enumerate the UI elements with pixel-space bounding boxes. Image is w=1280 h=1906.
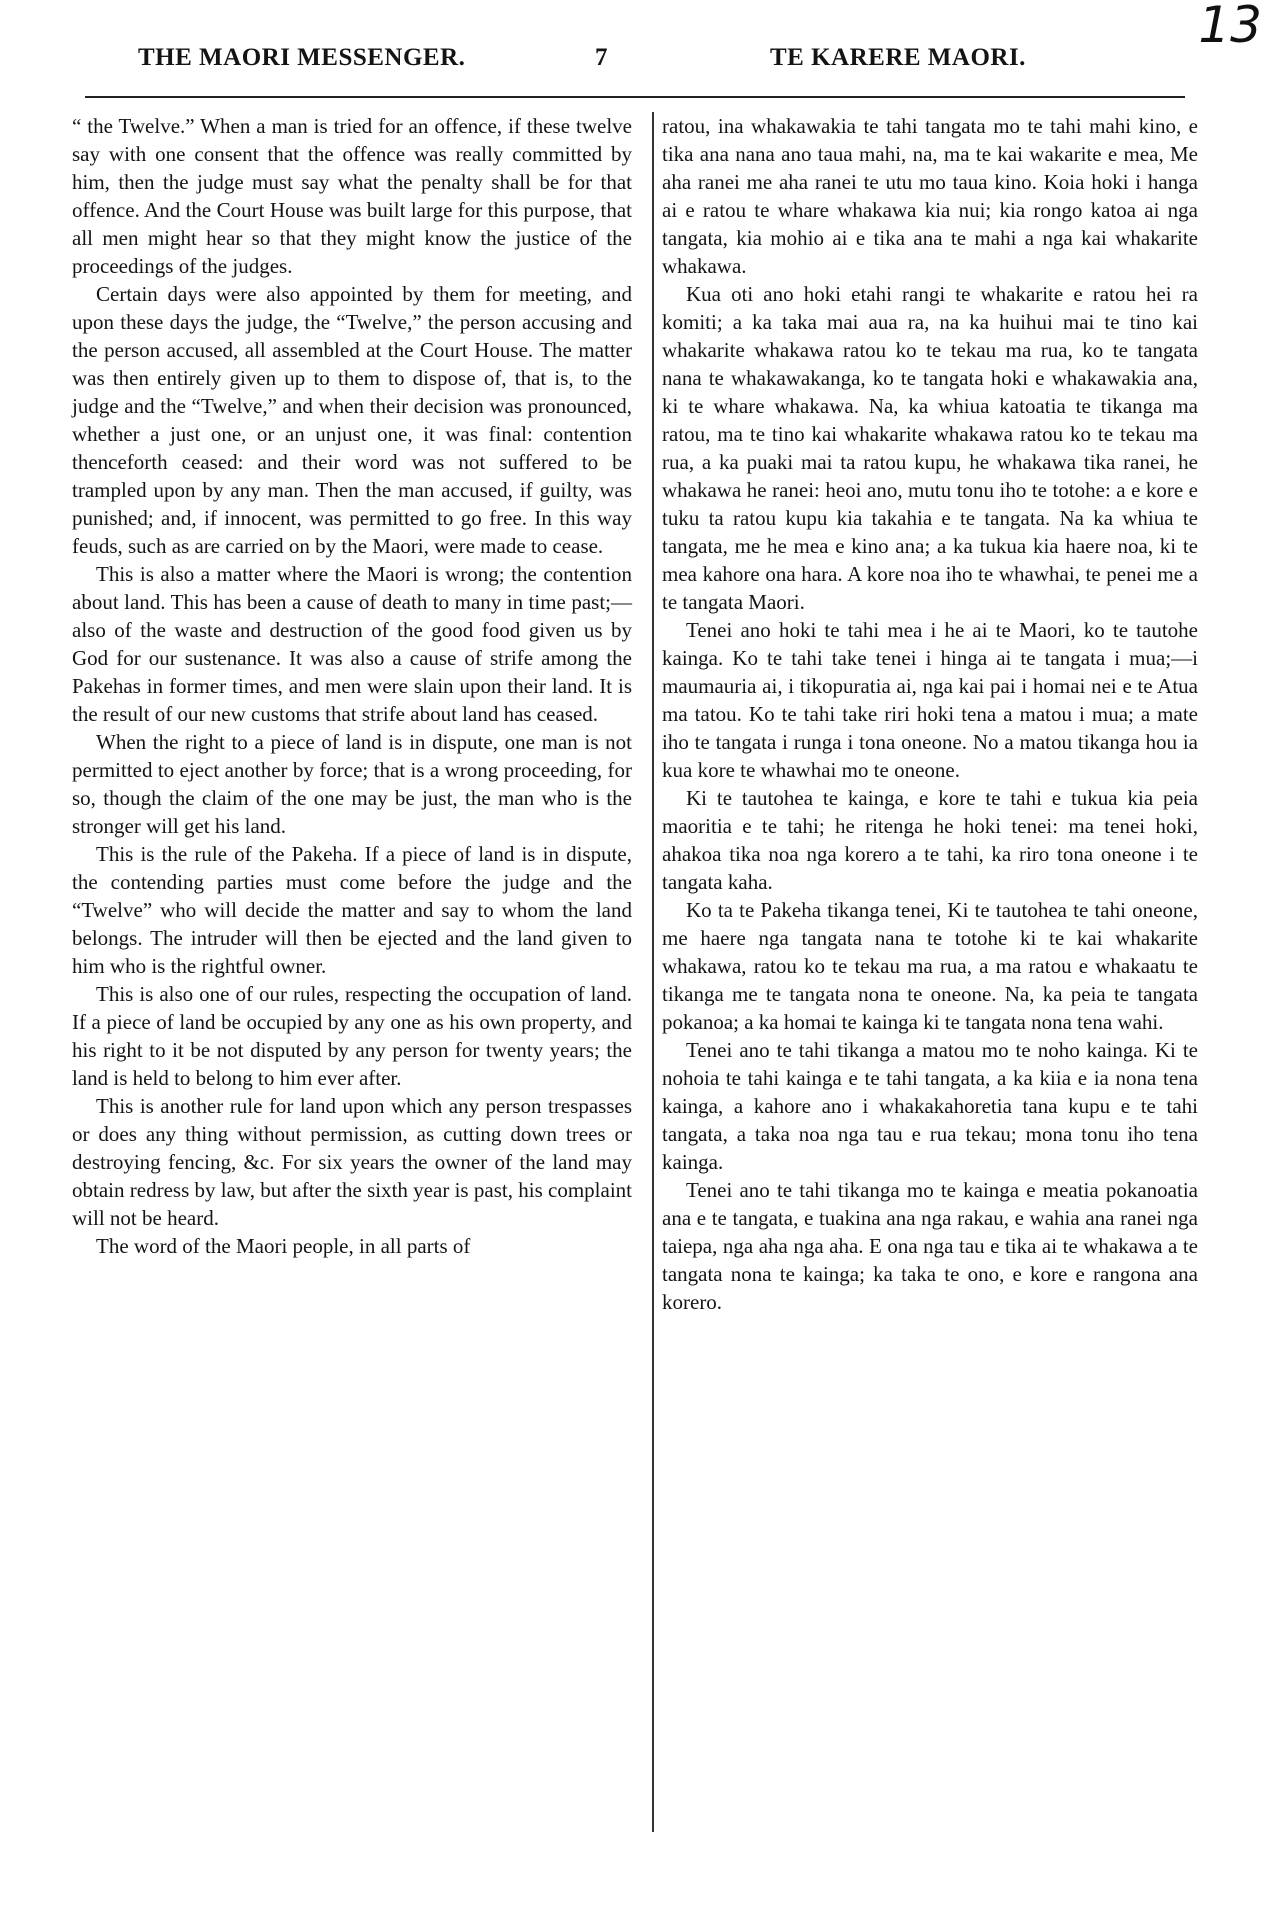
english-paragraph: This is also a matter where the Maori is wrong; the contention about land. This has been a cause of death to many in time past;—also of the waste and destruction of the good food given us by God for our sustenance. It was also a cause of strife among the Pakehas in former times, and men were slain upon their land. It is the result of our new customs that strife about land has ceased. [72,562,632,726]
english-paragraph: When the right to a piece of land is in dispute, one man is not permitted to eject another by force; that is a wrong proceeding, for so, though the claim of the one may be just, the man who is the stronger will get his land. [72,730,632,838]
maori-paragraph: ratou, ina whakawakia te tahi tangata mo te tahi mahi kino, e tika ana nana ano taua mahi, na, ma te kai wakarite e mea, Me aha ranei me aha ranei te utu mo taua kino. Koia hoki i hanga ai e ratou te whare whakawa kia nui; kia rongo katoa ai nga tangata, kia mohio ai e tika ana te mahi a nga kai whakarite whakawa. [662,114,1198,278]
maori-paragraph: Tenei ano te tahi tikanga mo te kainga e meatia pokanoatia ana e te tangata, e tuakina ana nga rakau, e wahia ana ranei nga taiepa, nga aha nga aha. E ona nga tau e tika ai te whakawa a te tangata nona te kainga; ka taka te ono, e kore e rangona ana korero. [662,1178,1198,1314]
english-paragraph: “ the Twelve.” When a man is tried for an offence, if these twelve say with one consent that the offence was really committed by him, then the judge must say what the penalty shall be for that offence. And the Court House was built large for this purpose, that all men might hear so that they might know the justice of the proceedings of the judges. [72,114,632,278]
english-paragraph: Certain days were also appointed by them for meeting, and upon these days the judge, the “Twelve,” the person accusing and the person accused, all assembled at the Court House. The matter was then entirely given up to them to dispose of, that is, to the judge and the “Twelve,” and when their decision was pronounced, whether a just one, or an unjust one, it was final: contention thenceforth ceased: and their word was not suffered to be trampled upon by any man. Then the man accused, if guilty, was punished; and, if innocent, was permitted to go free. In this way feuds, such as are carried on by the Maori, were made to cease. [72,282,632,558]
header-rule [85,96,1185,98]
maori-paragraph: Tenei ano te tahi tikanga a matou mo te noho kainga. Ki te nohoia te tahi kainga e te tahi tangata, a ka kiia e ia nona tena kainga, a kahore ano i whakakahoretia tana kupu e te tahi tangata, a taka noa nga tau e rua tekau; mona tonu iho tena kainga. [662,1038,1198,1174]
column-divider [652,112,654,1832]
english-paragraph: The word of the Maori people, in all parts of [96,1234,471,1258]
maori-paragraph: Kua oti ano hoki etahi rangi te whakarite e ratou hei ra komiti; a ka taka mai aua ra, na ka huihui mai te tino kai whakarite whakawa ratou ko te tekau ma rua, ko te tangata nana te whakawakanga, ko te tangata hoki e whakawakia ana, ki te whare whakawa. Na, ka whiua katoatia te tikanga ma ratou, ma te tino kai whakarite whakawa ratou ko te tekau ma rua, a ka puaki mai ta ratou kupu, he whakawa tika ranei, he whakawa he ranei: heoi ano, mutu tonu iho te totohe: a e kore e tuku ta ratou kupu kia takahia e te tangata. Na ka whiua te tangata, me he mea e kino ana; a ka tukua kia haere noa, ki te mea kahore ona hara. A kore noa iho te whawhai, te penei me a te tangata Maori. [662,282,1198,614]
page-folio-number: 13 [1198,0,1262,54]
page-number: 7 [595,44,608,71]
english-title: THE MAORI MESSENGER. [138,44,466,71]
maori-title: TE KARERE MAORI. [770,44,1026,71]
english-paragraph: This is another rule for land upon which any person trespasses or does any thing without permission, as cutting down trees or destroying fencing, &c. For six years the owner of the land may obtain redress by law, but after the sixth year is past, his complaint will not be heard. [72,1094,632,1230]
maori-paragraph: Ki te tautohea te kainga, e kore te tahi e tukua kia peia maoritia e te tahi; he ritenga he hoki tenei: ma tenei hoki, ahakoa tika noa nga korero a te tahi, ka riro tona oneone i te tangata kaha. [662,786,1198,894]
english-paragraph: This is also one of our rules, respecting the occupation of land. If a piece of land be occupied by any one as his own property, and his right to it be not disputed by any person for twenty years; the land is held to belong to him ever after. [72,982,632,1090]
english-paragraph: This is the rule of the Pakeha. If a piece of land is in dispute, the contending parties must come before the judge and the “Twelve” who will decide the matter and say to whom the land belongs. The intruder will then be ejected and the land given to him who is the rightful owner. [72,842,632,978]
english-column [72,112,632,1260]
maori-column [662,112,1198,1316]
maori-paragraph: Tenei ano hoki te tahi mea i he ai te Maori, ko te tautohe kainga. Ko te tahi take tenei i hinga ai te tangata i mua;—i maumauria ai, i tikopuratia ai, nga kai pai i homai nei e te Atua ma tatou. Ko te tahi take riri hoki tena a matou i mua; a mate iho te tangata i runga i tona oneone. No a matou tikanga hou ia kua kore te whawhai mo te oneone. [662,618,1198,782]
maori-paragraph: Ko ta te Pakeha tikanga tenei, Ki te tautohea te tahi oneone, me haere nga tangata nana te totohe ki te kai whakarite whakawa, ratou ko te tekau ma rua, a ma ratou e whakaatu te tikanga me te tangata nona te oneone. Na, ka peia te tangata pokanoa; a ka homai te kainga ki te tangata nona tena wahi. [662,898,1198,1034]
masthead [60,44,1190,86]
